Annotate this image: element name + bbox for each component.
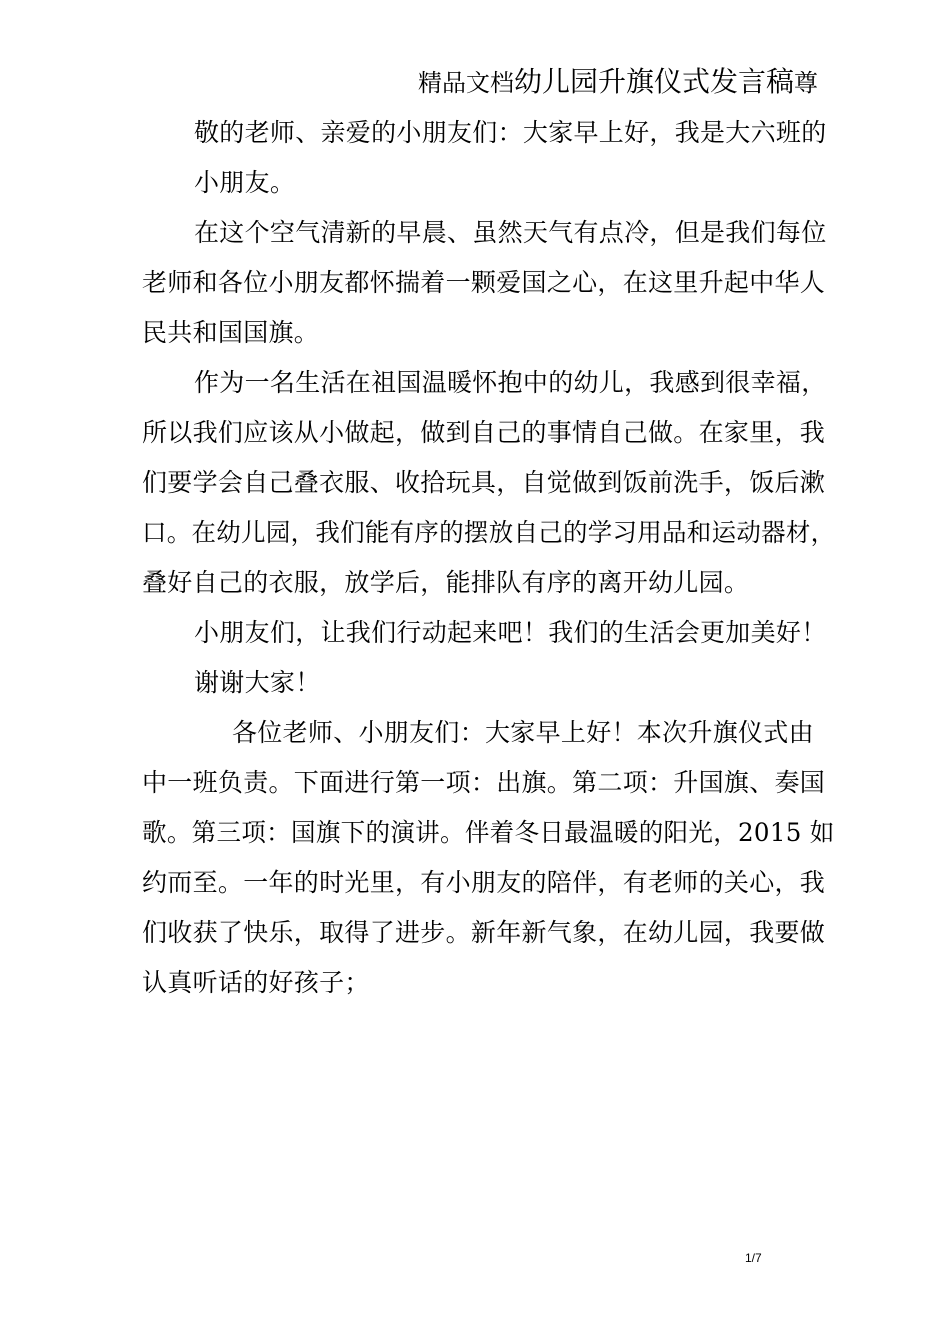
document-title: 幼儿园升旗仪式发言稿 bbox=[514, 65, 795, 98]
body-line: 叠好自己的衣服，放学后，能排队有序的离开幼儿园。 bbox=[142, 568, 750, 597]
header-prefix: 精品文档 bbox=[418, 69, 514, 97]
body-line: 歌。第三项：国旗下的演讲。伴着冬日最温暖的阳光，2015 如 bbox=[142, 818, 835, 847]
body-line: 所以我们应该从小做起，做到自己的事情自己做。在家里，我 bbox=[142, 418, 826, 447]
body-line: 各位老师、小朋友们：大家早上好！本次升旗仪式由 bbox=[232, 718, 814, 747]
page-number: 1/7 bbox=[745, 1251, 762, 1265]
body-line: 小朋友。 bbox=[194, 168, 296, 197]
body-line: 作为一名生活在祖国温暖怀抱中的幼儿，我感到很幸福， bbox=[194, 368, 827, 397]
body-line: 们要学会自己叠衣服、收拾玩具，自觉做到饭前洗手，饭后漱 bbox=[142, 468, 826, 497]
body-line: 民共和国国旗。 bbox=[142, 318, 320, 347]
body-line: 中一班负责。下面进行第一项：出旗。第二项：升国旗、奏国 bbox=[142, 768, 826, 797]
body-line: 们收获了快乐，取得了进步。新年新气象，在幼儿园，我要做 bbox=[142, 918, 826, 947]
body-line: 约而至。一年的时光里，有小朋友的陪伴，有老师的关心，我 bbox=[142, 868, 826, 897]
body-line: 小朋友们，让我们行动起来吧！我们的生活会更加美好！ bbox=[194, 618, 827, 647]
header-suffix: 尊 bbox=[794, 69, 819, 97]
body-line: 认真听话的好孩子； bbox=[142, 968, 370, 997]
body-line: 敬的老师、亲爱的小朋友们：大家早上好，我是大六班的 bbox=[194, 118, 827, 147]
page-header bbox=[418, 62, 818, 106]
body-line: 在这个空气清新的早晨、虽然天气有点冷，但是我们每位 bbox=[194, 218, 827, 247]
body-line: 老师和各位小朋友都怀揣着一颗爱国之心，在这里升起中华人 bbox=[142, 268, 826, 297]
body-line: 口。在幼儿园，我们能有序的摆放自己的学习用品和运动器材， bbox=[142, 518, 836, 547]
body-line: 谢谢大家！ bbox=[194, 668, 321, 697]
